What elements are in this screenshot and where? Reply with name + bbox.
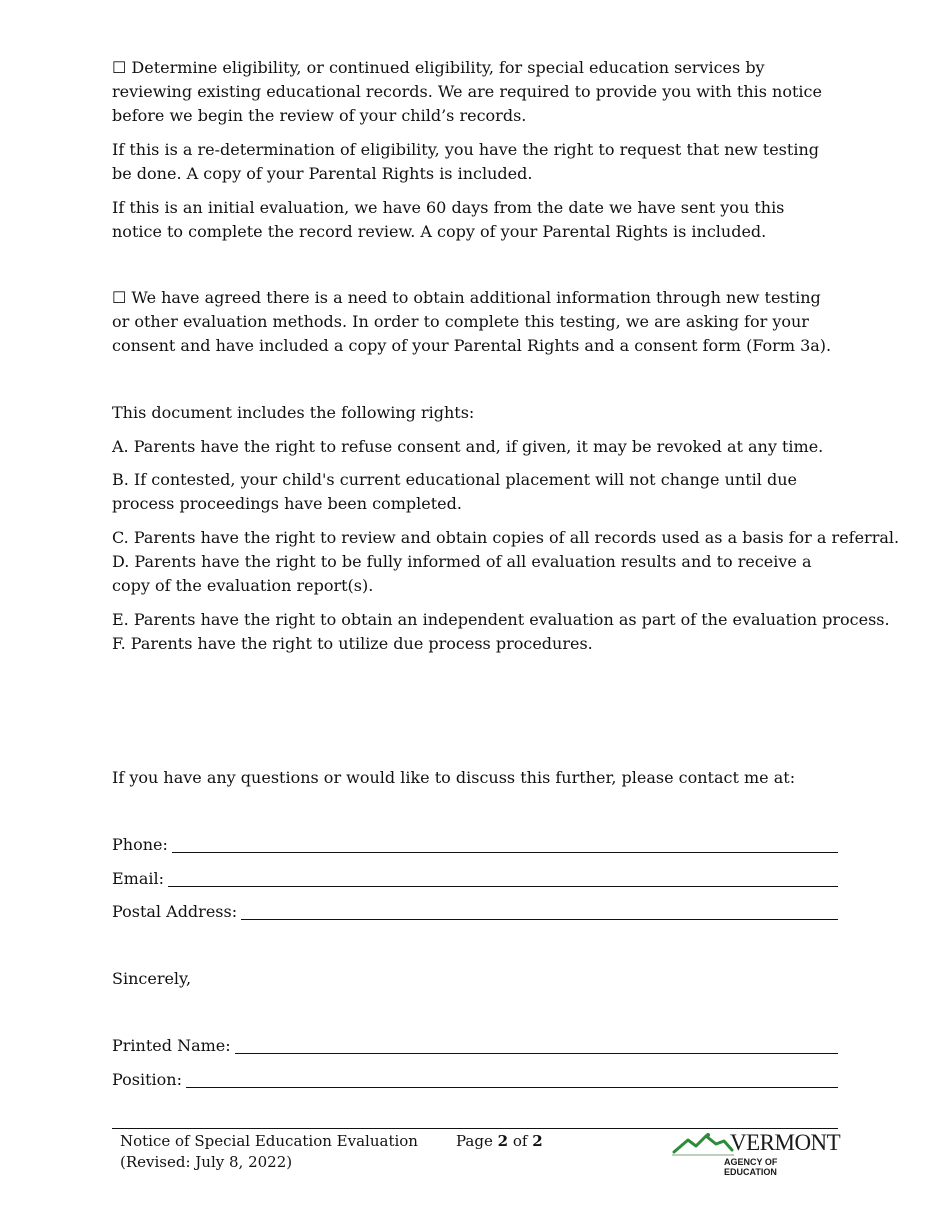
right-f: F. Parents have the right to utilize due process procedures.	[112, 634, 593, 653]
contact-intro: If you have any questions or would like to discuss this further, please contact me at:	[112, 768, 796, 787]
initial-evaluation-paragraph: If this is an initial evaluation, we have 60 days from the date we have sent you this notice to complete the record review. A copy of your Parental Rights is included.	[112, 198, 785, 241]
printed-name-label: Printed Name:	[112, 1036, 231, 1055]
logo-agency-text: AGENCY OF EDUCATION	[724, 1157, 778, 1177]
page-of: of	[512, 1132, 528, 1150]
checkbox-option-record-review[interactable]: ☐ Determine eligibility, or continued eligibility, for special education services by reviewing existing educational records. We are required to provide you with this notice before we begin the review of your child’s records.	[112, 58, 822, 125]
page-current: 2	[497, 1132, 509, 1150]
checkbox-option-new-testing[interactable]: ☐ We have agreed there is a need to obtain additional information through new testing or other evaluation methods. In order to complete this testing, we are asking for your consent and have included a copy of your Parental Rights and a consent form (Form 3a).	[112, 288, 832, 355]
page-total: 2	[532, 1132, 543, 1150]
phone-field[interactable]	[112, 833, 838, 857]
footer-doc-title: Notice of Special Education Evaluation	[120, 1132, 418, 1150]
footer-page-number	[456, 1131, 543, 1152]
right-a: A. Parents have the right to refuse consent and, if given, it may be revoked at any time.	[112, 437, 824, 456]
postal-address-label: Postal Address:	[112, 902, 238, 921]
position-input-line[interactable]	[186, 1071, 838, 1088]
printed-name-field[interactable]	[112, 1034, 838, 1058]
email-label: Email:	[112, 869, 165, 888]
printed-name-input-line[interactable]	[235, 1037, 838, 1054]
email-input-line[interactable]	[168, 870, 838, 887]
page-word: Page	[456, 1132, 493, 1150]
position-field[interactable]	[112, 1068, 838, 1092]
postal-address-field[interactable]	[112, 900, 838, 924]
right-e: E. Parents have the right to obtain an independent evaluation as part of the evaluation process.	[112, 610, 890, 629]
right-c: C. Parents have the right to review and obtain copies of all records used as a basis for a referral.	[112, 528, 900, 547]
email-field[interactable]	[112, 867, 838, 891]
closing-salutation: Sincerely,	[112, 969, 192, 988]
phone-input-line[interactable]	[172, 836, 838, 853]
footer-revised-date: (Revised: July 8, 2022)	[120, 1153, 293, 1171]
postal-address-input-line[interactable]	[241, 903, 838, 920]
mountain-icon	[672, 1130, 734, 1156]
right-b: B. If contested, your child's current educational placement will not change until due process proceedings have been completed.	[112, 470, 797, 513]
phone-label: Phone:	[112, 835, 168, 854]
rights-intro: This document includes the following rights:	[112, 403, 475, 422]
redetermination-paragraph: If this is a re-determination of eligibility, you have the right to request that new testing be done. A copy of your Parental Rights is included.	[112, 140, 819, 183]
position-label: Position:	[112, 1070, 182, 1089]
logo-vermont-text: VERMONT	[730, 1130, 841, 1155]
right-d: D. Parents have the right to be fully informed of all evaluation results and to receive a copy of the evaluation report(s).	[112, 552, 812, 595]
vermont-agency-logo	[672, 1128, 841, 1177]
